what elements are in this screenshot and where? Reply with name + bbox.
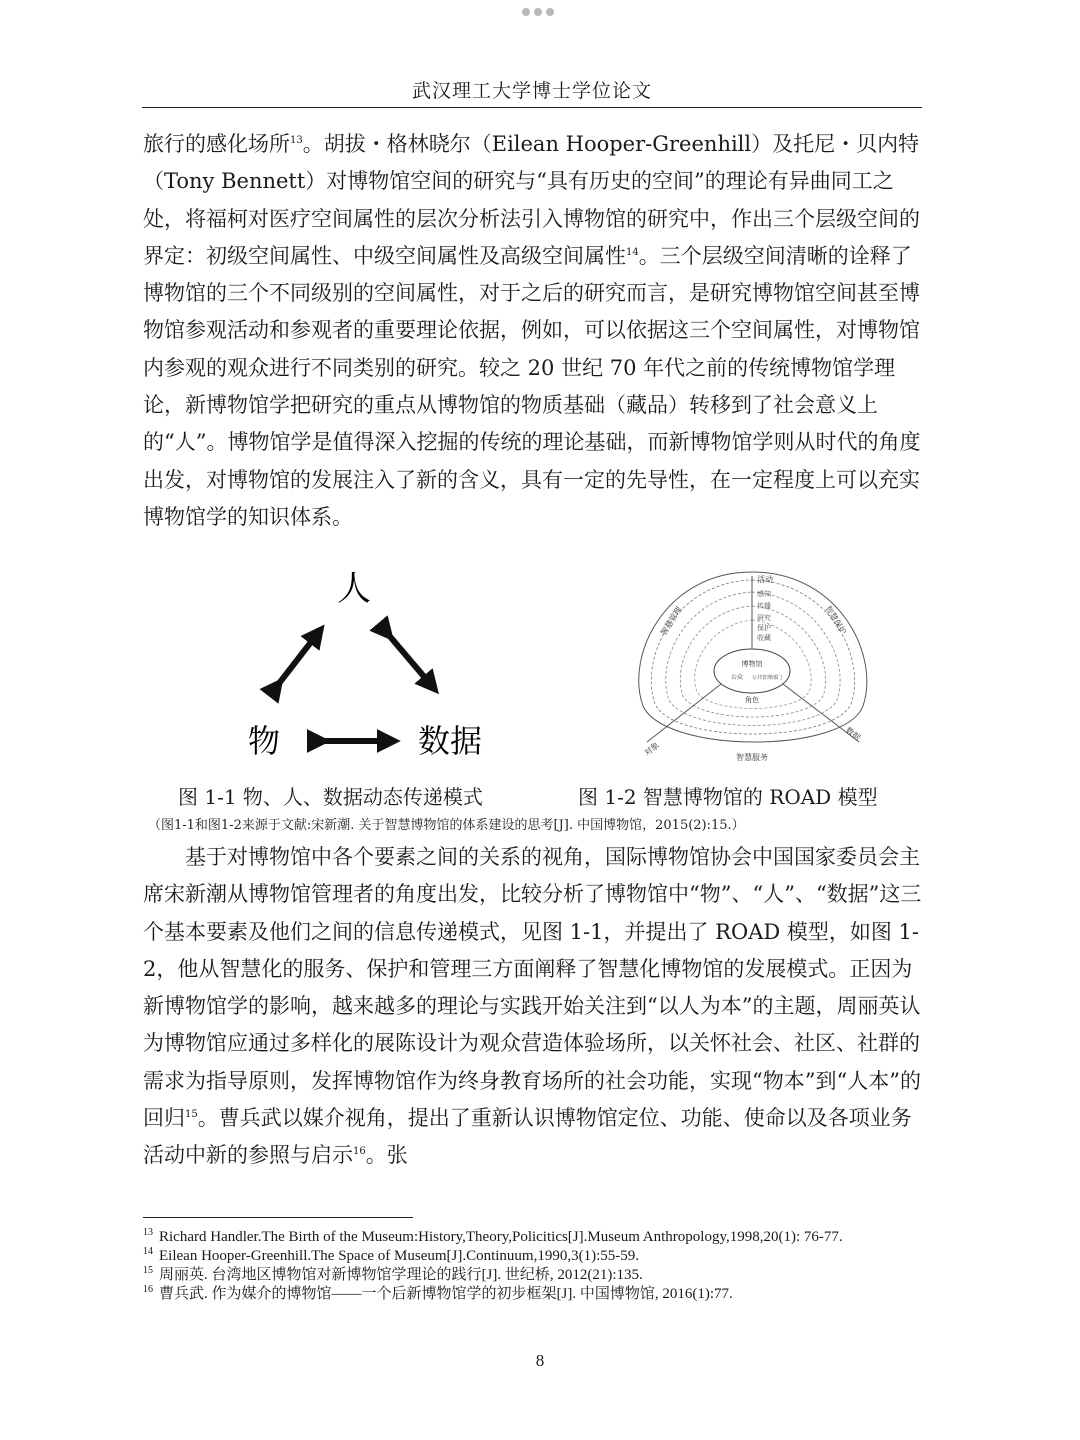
arrow-ren-shuju (387, 633, 432, 686)
node-ren: 人 (337, 569, 371, 609)
node-shuju: 数据 (417, 722, 483, 760)
label-data: 数据 (843, 725, 862, 743)
svg-text:研究: 研究 (757, 614, 771, 622)
running-head: 武汉理工大学博士学位论文 (142, 76, 922, 108)
arrow-wu-ren (277, 633, 318, 686)
figure-1-1-diagram (240, 566, 490, 766)
figure-1-2-diagram (625, 566, 880, 766)
figure-captions (178, 781, 918, 809)
body-paragraph-2: 基于对博物馆中各个要素之间的关系的视角，国际博物馆协会中国国家委员会主席宋新潮从博物馆管理者的角度出发，比较分析了博物馆中“物”、“人”、“数据”这三个基本要素及他们之间的信息传递模式，见图 1-1，并提出了 ROAD 模型，如图 1-2，他从智慧化的服务、保护和管理三方面阐释了智慧化博物馆的发展模式。正因为新博物馆学的影响，越来越多的理论与实践开始关注到“以人为本”的主题，周丽英认为博物馆应通过多样化的展陈设计为观众营造体验场所，以关怀社会、社区、社群的需求为指导原则，发挥博物馆作为终身教育场所的社会功能，实现“物本”到“人本”的回归$^{15}$。曹兵武以媒介视角，提出了重新认识博物馆定位、功能、使命以及各项业务活动中新的参照与启示$^{16}$。张 (143, 845, 922, 1168)
label-role: 角色 (745, 696, 759, 704)
footnote-item: $^{13}$ Richard Handler.The Birth of the Museum:History,Theory,Policitics[J].Museum Anthropology,1998,20(1): 76-77. (143, 1227, 843, 1245)
page-number: 8 (535, 1351, 545, 1370)
footnote-ref[interactable]: 16 (353, 1146, 366, 1158)
node-wu: 物 (247, 722, 281, 760)
figure-source-note: （图1-1和图1-2来源于文献:宋新潮. 关于智慧博物馆的体系建设的思考[J]. 中国博物馆，2015(2):15.） (148, 818, 745, 833)
svg-text:公共管理部门: 公共管理部门 (751, 675, 783, 681)
label-smart-service: 智慧服务 (736, 753, 768, 762)
footnotes (143, 1228, 923, 1304)
footnote-ref[interactable]: 14 (626, 246, 639, 258)
footnote-item: $^{14}$ Eilean Hooper-Greenhill.The Space of Museum[J].Continuum,1990,3(1):55-59. (143, 1246, 640, 1264)
footnote-ref[interactable]: 13 (290, 135, 303, 146)
caption-figure-1-2: 图 1-2 智慧博物馆的 ROAD 模型 (578, 785, 878, 809)
svg-text:收藏: 收藏 (757, 634, 771, 642)
footnote-item: $^{15}$ 周丽英. 台湾地区博物馆对新博物馆学理论的践行[J]. 世纪桥, 2012(21):135. (143, 1265, 643, 1283)
caption-figure-1-1: 图 1-1 物、人、数据动态传递模式 (178, 785, 483, 809)
body-paragraph-1: 旅行的感化场所$^{13}$。胡拔・格林晓尔（Eilean Hooper-Greenhill）及托尼・贝内特（Tony Bennett）对博物馆空间的研究与“具有历史的空间”的理论有异曲同工之处，将福柯对医疗空间属性的层次分析法引入博物馆的研究中，作出三个层级空间的界定：初级空间属性、中级空间属性及高级空间属性$^{14}$。三个层级空间清晰的诠释了博物馆的三个不同级别的空间属性，对于之后的研究而言，是研究博物馆空间甚至博物馆参观活动和参观者的重要理论依据，例如，可以依据这三个空间属性，对博物馆内参观的观众进行不同类别的研究。较之 20 世纪 70 年代之前的传统博物馆学理论，新博物馆学把研究的重点从博物馆的物质基础（藏品）转移到了社会意义上的“人”。博物馆学是值得深入挖掘的传统的理论基础，而新博物馆学则从时代的角度出发，对博物馆的发展注入了新的含义，具有一定的先导性，在一定程度上可以充实博物馆学的知识体系。 (143, 132, 921, 529)
footnote-ref[interactable]: 15 (185, 1109, 198, 1121)
svg-text:公众: 公众 (730, 674, 744, 681)
more-options-icon[interactable] (522, 8, 558, 18)
label-smart-protection: 智慧保护 (823, 604, 848, 637)
svg-text:传播: 传播 (757, 602, 771, 610)
footnote-divider (143, 1217, 413, 1218)
label-smart-management: 智慧管理 (659, 605, 684, 638)
svg-text:保护: 保护 (757, 624, 771, 632)
svg-text:感知: 感知 (757, 590, 771, 598)
footnote-item: $^{16}$ 曹兵武. 作为媒介的博物馆——一个后新博物馆学的初步框架[J]. 中国博物馆, 2016(1):77. (143, 1284, 733, 1302)
label-activity: 活动 (757, 575, 773, 584)
label-museum: 博物馆 (741, 660, 763, 668)
label-object: 对象 (642, 740, 661, 758)
